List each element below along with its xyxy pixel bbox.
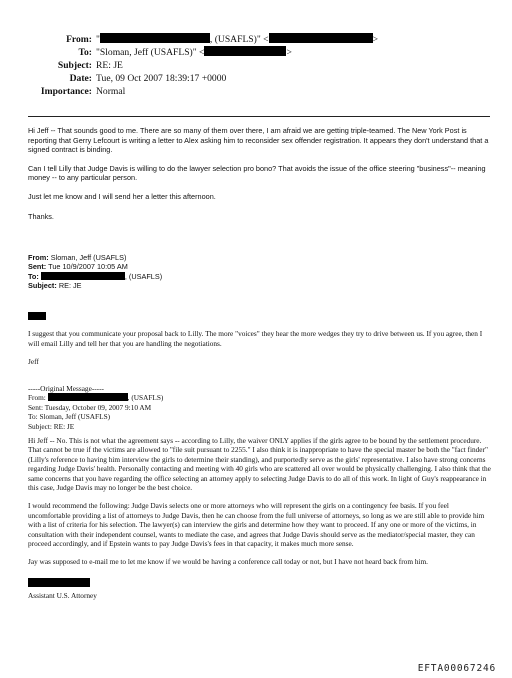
redaction-signature-name	[28, 578, 90, 587]
header-to-line	[0, 46, 292, 59]
header-importance-line	[0, 85, 125, 98]
quoted-to-label: To:	[28, 271, 39, 281]
original-paragraph-3: Jay was supposed to e-mail me to let me know if we would be having a conference call today or not, but I have not heard back from him.	[28, 557, 428, 567]
reply-paragraph-2: Can I tell Lilly that Judge Davis is willing to do the lawyer selection pro bono? That avoids the issue of the office steering "business"-- meaning money -- to any particular person.	[28, 163, 486, 183]
original-divider: -----Original Message-----	[28, 384, 104, 393]
to-label: To:	[78, 47, 92, 58]
redaction-original-from	[48, 393, 128, 401]
signature-title: Assistant U.S. Attorney	[28, 591, 97, 601]
original-sent: Sent: Tuesday, October 09, 2007 9:10 AM	[28, 402, 152, 412]
redaction-quoted-to	[41, 272, 125, 280]
original-to: To: Sloman, Jeff (USAFLS)	[28, 412, 111, 422]
reply-paragraph-1: Hi Jeff -- That sounds good to me. There are so many of them over there, I am afraid we are getting triple-teamed. The New York Post is reporting that Gerry Lefcourt is writing a letter to Alex asking him to reconsider sex offender registration. It appears they don't understand that a signed contract is binding.	[28, 126, 489, 155]
header-from-line	[0, 33, 378, 46]
original-body	[28, 436, 492, 601]
reply-paragraph-3: Just let me know and I will send her a letter this afternoon.	[28, 191, 216, 201]
quoted-from-label: From:	[28, 253, 49, 262]
header-date-line	[0, 72, 226, 85]
reply-paragraph-4: Thanks.	[28, 211, 54, 221]
quoted-from-value: Sloman, Jeff (USAFLS)	[50, 253, 127, 262]
original-from-suffix: , (USAFLS)	[127, 393, 164, 403]
original-paragraph-2: I would recommend the following: Judge Davis selects one or more attorneys who will represent the girls on a contingency fee basis. If you feel uncomfortable providing a list of attorneys to Judge Davis, then he can choose from the full universe of attorneys, so long as we are still able to provide him with a list of criteria for his selection. The lawyer(s) can interview the girls and determine how they want to proceed. If any one or more of the victims, in consultation with their independent counsel, wants to mediate the case, and agrees that Judge Davis should serve as the mediator/special master, they can proceed accordingly, and if Epstein wants to pay Judge Davis's fees in that capacity, it makes much more sense.	[28, 501, 485, 549]
to-end: >	[286, 47, 292, 58]
redaction-from-name	[100, 33, 210, 43]
quoted-sent-value: Tue 10/9/2007 10:05 AM	[48, 262, 128, 272]
redaction-from-email	[269, 33, 373, 43]
to-value: "Sloman, Jeff (USAFLS)" <	[96, 47, 205, 58]
original-header	[28, 384, 492, 431]
original-from-label: From:	[28, 393, 46, 403]
reply-body	[28, 126, 490, 221]
document-id: EFTA00067246	[417, 663, 496, 674]
redaction-to-email	[204, 46, 286, 56]
subject-label: Subject:	[57, 60, 92, 71]
date-value: Tue, 09 Oct 2007 18:39:17 +0000	[96, 73, 227, 84]
subject-value: RE: JE	[96, 60, 123, 71]
quoted-subject-value: RE: JE	[58, 281, 82, 291]
redaction-greeting	[28, 312, 46, 320]
from-label: From:	[66, 34, 92, 45]
quoted-header	[28, 253, 490, 291]
importance-label: Importance:	[40, 86, 92, 97]
original-paragraph-1: Hi Jeff -- No. This is not what the agreement says -- according to Lilly, the waiver ONLY applies if the girls agree to be bound by the settlement procedure. That cannot be true if the victims are allowed to "file suit pursuant to 2255." I also think it is inappropriate to have the special master be both the "fact finder" (Lilly's reference to having him interview the girls to determine their standing), and purportedly serve as the girls' representative. I also have strong concerns regarding Judge Davis' health. Personally contacting and meeting with 40 girls who are scattered all over would be physically challenging. I also think that the same concerns that you have regarding the office selecting an attorney apply to selecting Judge Davis to do all of this work. In light of Guy's reappearance in this case, Judge Davis may no longer be the best choice.	[28, 436, 491, 493]
quoted-to-suffix: , (USAFLS)	[124, 271, 163, 281]
from-prefix: "	[96, 34, 100, 45]
original-subject: Subject: RE: JE	[28, 421, 75, 431]
date-label: Date:	[69, 73, 92, 84]
quoted-subject-label: Subject:	[28, 281, 57, 291]
jeff-paragraph-1: I suggest that you communicate your proposal back to Lilly. The more "voices" they hear the more wedges they try to drive between us. If you agree, then I will email Lilly and tell her that you are handling the negotiations.	[28, 329, 483, 348]
quoted-sent-label: Sent:	[28, 262, 47, 272]
header-divider	[28, 116, 490, 117]
header-subject-line	[0, 59, 123, 72]
from-suffix: , (USAFLS)" <	[209, 34, 269, 45]
jeff-message	[28, 312, 492, 367]
from-end: >	[372, 34, 378, 45]
jeff-signature: Jeff	[28, 357, 39, 367]
importance-value: Normal	[96, 86, 126, 97]
